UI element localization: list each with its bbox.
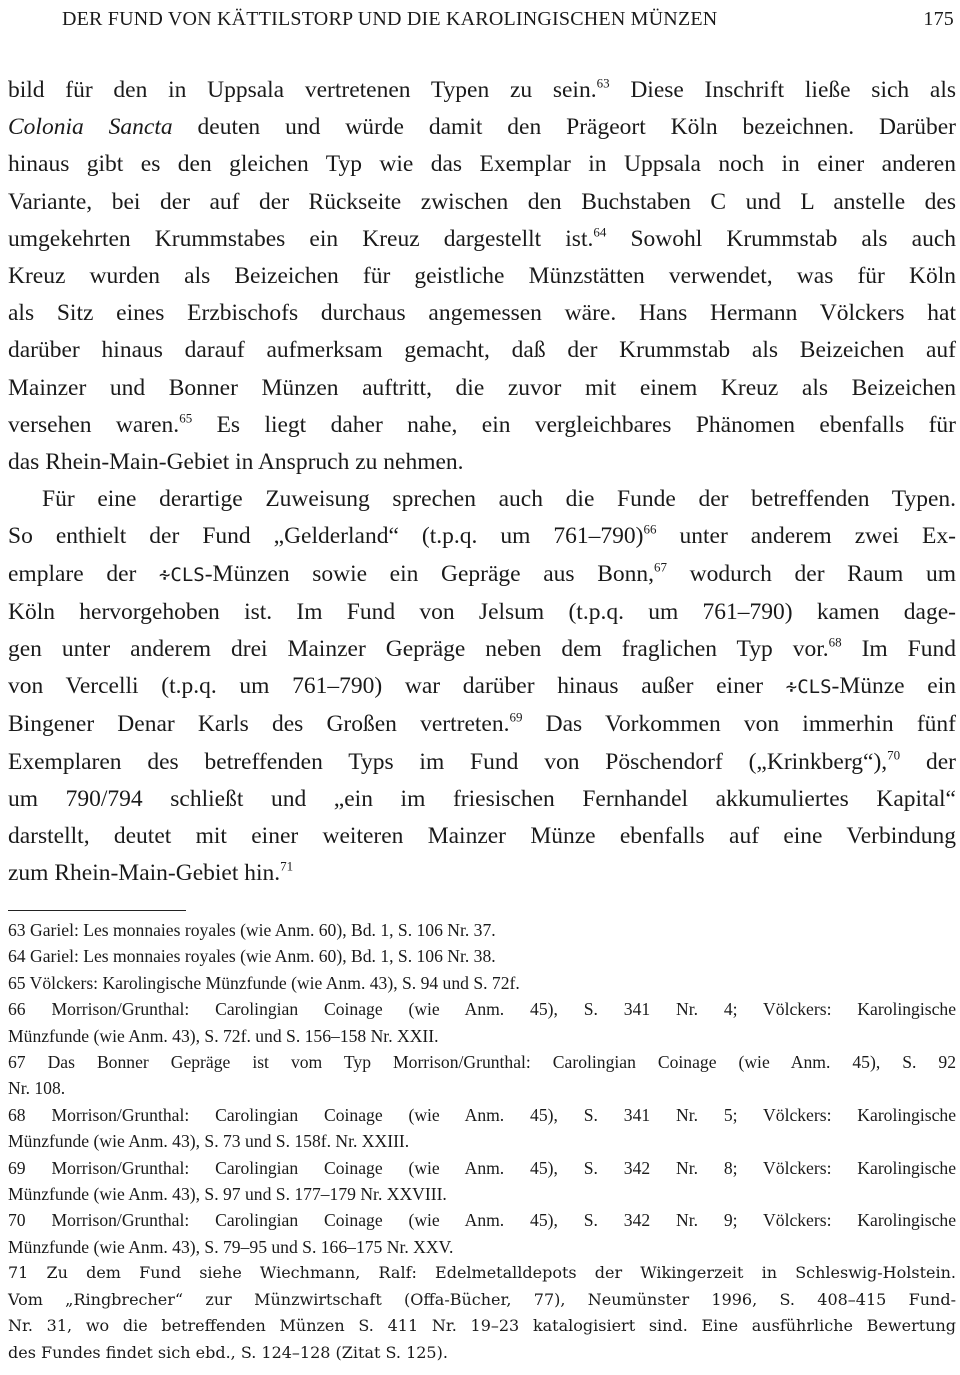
text-run: um 790/794 schließt und „ein im friesischen Fernhandel akkumuliertes Kapital“ — [8, 785, 956, 812]
text-run: So enthielt der Fund „Gelderland“ (t.p.q. um 761–790) — [8, 523, 644, 550]
body-line — [8, 295, 956, 332]
footnote-ref: 66 — [643, 521, 657, 537]
body-line — [8, 818, 956, 855]
text-run: Variante, bei der auf der Rückseite zwischen den Buchstaben C und L anstelle des — [8, 188, 956, 215]
body-line — [8, 146, 956, 183]
body-line — [8, 518, 956, 555]
text-run: von Vercelli (t.p.q. um 761–790) war darüber hinaus außer einer — [8, 673, 786, 700]
footnote-line — [8, 1181, 956, 1207]
body-line — [8, 258, 956, 295]
footnote-line — [8, 970, 956, 996]
text-run: Exemplaren des betreffenden Typs im Fund von Pöschendorf („Krinkberg“), — [8, 748, 888, 775]
footnote-ref: 63 — [596, 75, 610, 91]
text-run: Münzfunde (wie Anm. 43), S. 97 und S. 177–179 Nr. XXVIII. — [8, 1184, 447, 1205]
footnote-line — [8, 1075, 956, 1101]
body-line — [8, 744, 956, 781]
footnote-ref: 69 — [509, 709, 523, 725]
body-line — [8, 332, 956, 369]
footnote-line — [8, 1102, 956, 1128]
text-run: deuten und würde damit den Prägeort Köln bezeichnen. Darüber — [172, 114, 956, 141]
text-run: -Münze ein — [831, 673, 957, 700]
footnote-line — [8, 1207, 956, 1233]
footnote-line — [8, 1128, 956, 1154]
footnote-ref: 67 — [654, 558, 668, 574]
footnote-line — [8, 1023, 956, 1049]
text-run: Kreuz wurden als Beizeichen für geistliche Münzstätten verwendet, was für Köln — [8, 263, 956, 290]
running-header — [62, 6, 954, 32]
text-run: das Rhein-Main-Gebiet in Anspruch zu nehmen. — [8, 449, 464, 476]
text-run: Münzfunde (wie Anm. 43), S. 73 und S. 158f. Nr. XXIII. — [8, 1131, 410, 1152]
text-run: Für eine derartige Zuweisung sprechen auch die Funde der betreffenden Typen. — [42, 486, 956, 513]
footnote-line — [8, 1155, 956, 1181]
footnote-line — [8, 943, 956, 969]
body-line — [8, 184, 956, 221]
body-line — [8, 444, 956, 481]
body-line — [8, 855, 956, 892]
text-run: 63 Gariel: Les monnaies royales (wie Anm. 60), Bd. 1, S. 106 Nr. 37. — [8, 920, 496, 940]
coin-inscription: ∻CLS — [785, 676, 832, 699]
body-line — [8, 221, 956, 258]
footnote-line — [8, 1260, 956, 1286]
text-run: Es liegt daher nahe, ein vergleichbares Phänomen ebenfalls für — [192, 411, 957, 438]
body-line — [8, 594, 956, 631]
body-line — [8, 72, 956, 109]
footnote-line — [8, 996, 956, 1022]
text-run: 65 Völckers: Karolingische Münzfunde (wie Anm. 43), S. 94 und S. 72f. — [8, 972, 520, 993]
text-run: Sowohl Krummstab als auch — [606, 225, 956, 252]
text-run: darstellt, deutet mit einer weiteren Mainzer Münze ebenfalls auf eine Verbindung — [8, 823, 956, 850]
body-line — [8, 668, 956, 706]
text-run: Mainzer und Bonner Münzen auftritt, die zuvor mit einem Kreuz als Beizeichen — [8, 374, 956, 401]
text-run: hinaus gibt es den gleichen Typ wie das Exemplar in Uppsala noch in einer anderen — [8, 151, 956, 178]
text-run: 71 Zu dem Fund siehe Wiechmann, Ralf: Edelmetalldepots der Wikingerzeit in Schleswig-Holstein. — [8, 1263, 956, 1283]
footnote-ref: 68 — [828, 634, 842, 650]
text-run: 68 Morrison/Grunthal: Carolingian Coinage (wie Anm. 45), S. 341 Nr. 5; Völckers: Karolingische — [8, 1104, 956, 1125]
text-run: bild für den in Uppsala vertretenen Typen zu sein. — [8, 77, 597, 103]
body-line — [8, 706, 956, 743]
footnote-ref: 65 — [179, 410, 193, 426]
text-run: gen unter anderem drei Mainzer Gepräge neben dem fraglichen Typ vor. — [8, 636, 829, 663]
page-number: 175 — [923, 8, 954, 30]
body-line — [8, 109, 956, 146]
body-line — [8, 370, 956, 407]
footnote-line — [8, 1234, 956, 1260]
text-run: Münzfunde (wie Anm. 43), S. 79–95 und S. 166–175 Nr. XXV. — [8, 1236, 454, 1257]
text-run: Bingener Denar Karls des Großen vertreten. — [8, 711, 510, 738]
text-run: Im Fund — [841, 636, 956, 663]
text-run: versehen waren. — [8, 411, 180, 438]
text-run: wodurch der Raum um — [667, 560, 956, 587]
footnote-line — [8, 1313, 956, 1339]
footnotes — [8, 917, 956, 1366]
text-run: der — [900, 748, 956, 775]
text-run: 70 Morrison/Grunthal: Carolingian Coinage (wie Anm. 45), S. 342 Nr. 9; Völckers: Karolingische — [8, 1210, 956, 1231]
text-run: Nr. 108. — [8, 1078, 66, 1099]
text-run: 67 Das Bonner Gepräge ist vom Typ Morrison/Grunthal: Carolingian Coinage (wie Anm. 45), S. 92 — [8, 1052, 956, 1073]
text-run: Münzfunde (wie Anm. 43), S. 72f. und S. 156–158 Nr. XXII. — [8, 1025, 439, 1046]
footnote-line — [8, 1049, 956, 1075]
coin-inscription: ∻CLS — [158, 563, 205, 586]
body-line — [8, 631, 956, 668]
text-run: -Münzen sowie ein Gepräge aus Bonn, — [204, 560, 655, 587]
body-line — [8, 556, 956, 594]
body-line — [8, 481, 956, 518]
running-title: DER FUND VON KÄTTILSTORP UND DIE KAROLINGISCHEN MÜNZEN — [62, 8, 718, 30]
text-run: emplare der — [8, 560, 159, 587]
text-run: zum Rhein-Main-Gebiet hin. — [8, 860, 281, 887]
footnote-ref: 70 — [887, 746, 901, 762]
text-run: umgekehrten Krummstabes ein Kreuz dargestellt ist. — [8, 225, 594, 252]
footnote-ref: 71 — [280, 858, 294, 874]
text-run: 64 Gariel: Les monnaies royales (wie Anm. 60), Bd. 1, S. 106 Nr. 38. — [8, 946, 496, 967]
footnote-line — [8, 917, 956, 943]
footnote-line — [8, 1287, 956, 1313]
footnote-ref: 64 — [593, 224, 607, 240]
text-run: unter anderem zwei Ex- — [656, 523, 956, 550]
text-run: 66 Morrison/Grunthal: Carolingian Coinage (wie Anm. 45), S. 341 Nr. 4; Völckers: Karolingische — [8, 999, 956, 1020]
text-run: Diese Inschrift ließe sich als — [609, 77, 956, 103]
text-run: 69 Morrison/Grunthal: Carolingian Coinage (wie Anm. 45), S. 342 Nr. 8; Völckers: Karolingische — [8, 1157, 956, 1178]
main-text — [8, 72, 956, 892]
text-run: Vom „Ringbrecher“ zur Münzwirtschaft (Offa-Bücher, 77), Neumünster 1996, S. 408–415 Fund- — [8, 1289, 956, 1309]
footnote-line — [8, 1340, 956, 1366]
italic-text: Colonia Sancta — [8, 114, 173, 141]
text-run: des Fundes findet sich ebd., S. 124–128 (Zitat S. 125). — [8, 1342, 448, 1362]
footnote-separator — [8, 910, 186, 911]
body-line — [8, 407, 956, 444]
text-run: als Sitz eines Erzbischofs durchaus angemessen wäre. Hans Hermann Völckers hat — [8, 300, 956, 327]
body-line — [8, 781, 956, 818]
text-run: Nr. 31, wo die betreffenden Münzen S. 411 Nr. 19–23 katalogisiert sind. Eine ausführliche Bewertung — [8, 1316, 956, 1336]
text-run: Das Vorkommen von immerhin fünf — [522, 711, 956, 738]
text-run: Köln hervorgehoben ist. Im Fund von Jelsum (t.p.q. um 761–790) kamen dage- — [8, 598, 956, 625]
text-run: darüber hinaus darauf aufmerksam gemacht, daß der Krummstab als Beizeichen auf — [8, 337, 956, 364]
